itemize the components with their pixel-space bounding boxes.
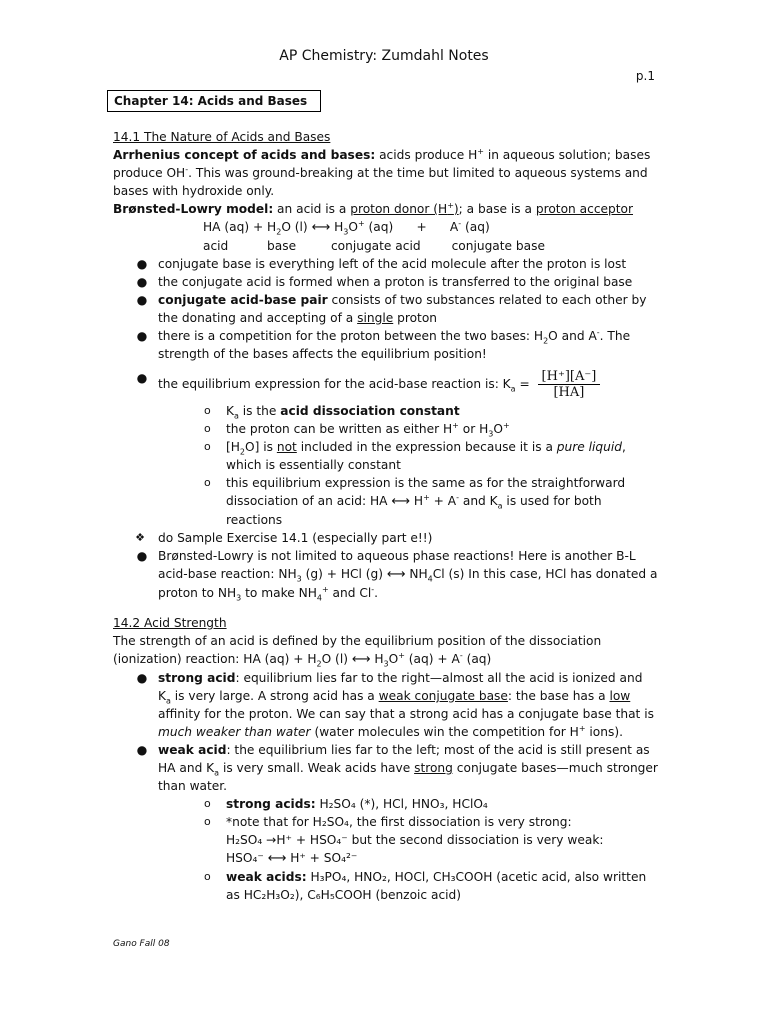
list-item: ● conjugate base is everything left of the acid molecule after the proton is lost [136, 257, 627, 271]
acid-base-equation: HA $(aq) + H_2O$ (l) ⟷ $H_3O^+$ (aq) + A- (aq) [203, 218, 490, 237]
equilibrium-arrow-icon: ⟷ [311, 220, 331, 235]
sub-list-item: o $K_a$ is the acid dissociation constant [204, 404, 460, 421]
footer-text: Gano Fall 08 [113, 939, 170, 949]
list-item: ● the equilibrium expression for the acid-base reaction is: $K_a$ = $\frac{[H^+][A^-]}{[HA]}$ [113, 369, 658, 400]
bullet-icon: ● [136, 743, 148, 757]
page-number: p.1 [635, 69, 655, 83]
equilibrium-arrow-icon: ⟷ [267, 851, 287, 866]
equilibrium-arrow-icon: ⟷ [351, 652, 371, 667]
bullet-icon: ● [136, 329, 148, 343]
acid-strength-intro: The strength of an acid is defined by the equilibrium position of the dissociation (ionization) reaction: HA $(aq) + H_2O$ (l) ⟷ $H_3O^+$ (aq) + A- (aq) [113, 634, 602, 669]
list-item: ● conjugate acid-base pair consists of two substances related to each other by the donating and accepting of a single proton [136, 293, 647, 325]
main-content [113, 128, 658, 904]
circle-bullet-icon: o [204, 870, 211, 883]
circle-bullet-icon: o [204, 476, 211, 489]
bullet-icon: ● [136, 371, 148, 385]
bullet-icon: ● [136, 671, 148, 685]
section-14-1-heading: 14.1 The Nature of Acids and Bases [113, 130, 331, 144]
arrhenius-paragraph: Arrhenius concept of acids and bases: acids produce H+ in aqueous solution; bases produce OH-. This was ground-breaking at the time but limited to aqueous systems and bases with hydroxide only. [113, 146, 651, 198]
bullet-icon: ● [136, 257, 148, 271]
sub-list-item: o the proton can be written as either H+ or $H_3O^+$ [204, 420, 510, 439]
sub-list-item: o weak acids: H₃PO₄, HNO₂, HOCl, CH₃COOH (acetic acid, also written as HC₂H₃O₂), C₆H₅COOH (benzoic acid) [204, 870, 647, 902]
ka-fraction: $\frac{[H^+][A^-]}{[HA]}$ [538, 369, 601, 400]
list-item: ❖ do Sample Exercise 14.1 (especially part e!!) [135, 531, 433, 545]
sub-list-item: o $[H_2O]$ is not included in the expression because it is a pure liquid, which is essentially constant [204, 440, 626, 472]
circle-bullet-icon: o [204, 422, 211, 435]
bullet-icon: ● [136, 549, 148, 563]
circle-bullet-icon: o [204, 797, 211, 810]
sub-list-item: o strong acids: H₂SO₄ (*), HCl, HNO₃, HClO₄ [204, 797, 488, 811]
sub-list-item: o *note that for H₂SO₄, the first dissociation is very strong: H₂SO₄ →H⁺ + HSO₄⁻ but the second dissociation is very weak: HSO₄⁻ ⟷ H⁺ + SO₄²⁻ [204, 815, 604, 866]
section-14-2-heading: 14.2 Acid Strength [113, 616, 227, 630]
list-item: ● there is a competition for the proton between the two bases: $H_2O$ and A-. The strength of the bases affects the equilibrium position! [136, 327, 631, 361]
list-item: ● Brønsted-Lowry is not limited to aqueous phase reactions! Here is another B-L acid-base reaction: $NH_3$ (g) + HCl (g) ⟷ $NH_4Cl$ (s) In this case, HCl has donated a proton to $NH_3$ to make $NH_4^+$ and Cl-. [136, 549, 658, 603]
list-item: ● the conjugate acid is formed when a proton is transferred to the original base [136, 275, 633, 289]
bullet-icon: ● [136, 293, 148, 307]
circle-bullet-icon: o [204, 440, 211, 453]
list-item: ● strong acid: equilibrium lies far to the right—almost all the acid is ionized and $K_a$ is very large. A strong acid has a weak conjugate base: the base has a low affinity for the proton. We can say that a strong acid has a conjugate base that is much weaker than water (water molecules win the competition for H+ ions). [136, 671, 654, 739]
diamond-bullet-icon: ❖ [135, 531, 145, 544]
circle-bullet-icon: o [204, 815, 211, 828]
equilibrium-arrow-icon: ⟷ [391, 494, 411, 509]
chapter-heading: Chapter 14: Acids and Bases [107, 90, 321, 112]
bullet-icon: ● [136, 275, 148, 289]
bronsted-lowry-paragraph: Brønsted-Lowry model: an acid is a proton donor (H+); a base is a proton acceptor [113, 200, 633, 216]
equilibrium-arrow-icon: ⟷ [386, 567, 406, 582]
equation-labels: acid base conjugate acid conjugate base [203, 239, 545, 253]
sub-list-item: o this equilibrium expression is the same as for the straightforward dissociation of an acid: HA ⟷ H+ + A- and $K_a$ is used for both reactions [204, 476, 626, 527]
circle-bullet-icon: o [204, 404, 211, 417]
list-item: ● weak acid: the equilibrium lies far to the left; most of the acid is still present as HA and $K_a$ is very small. Weak acids have strong conjugate bases—much stronger than water. [136, 743, 658, 793]
document-title: AP Chemistry: Zumdahl Notes [279, 48, 489, 64]
